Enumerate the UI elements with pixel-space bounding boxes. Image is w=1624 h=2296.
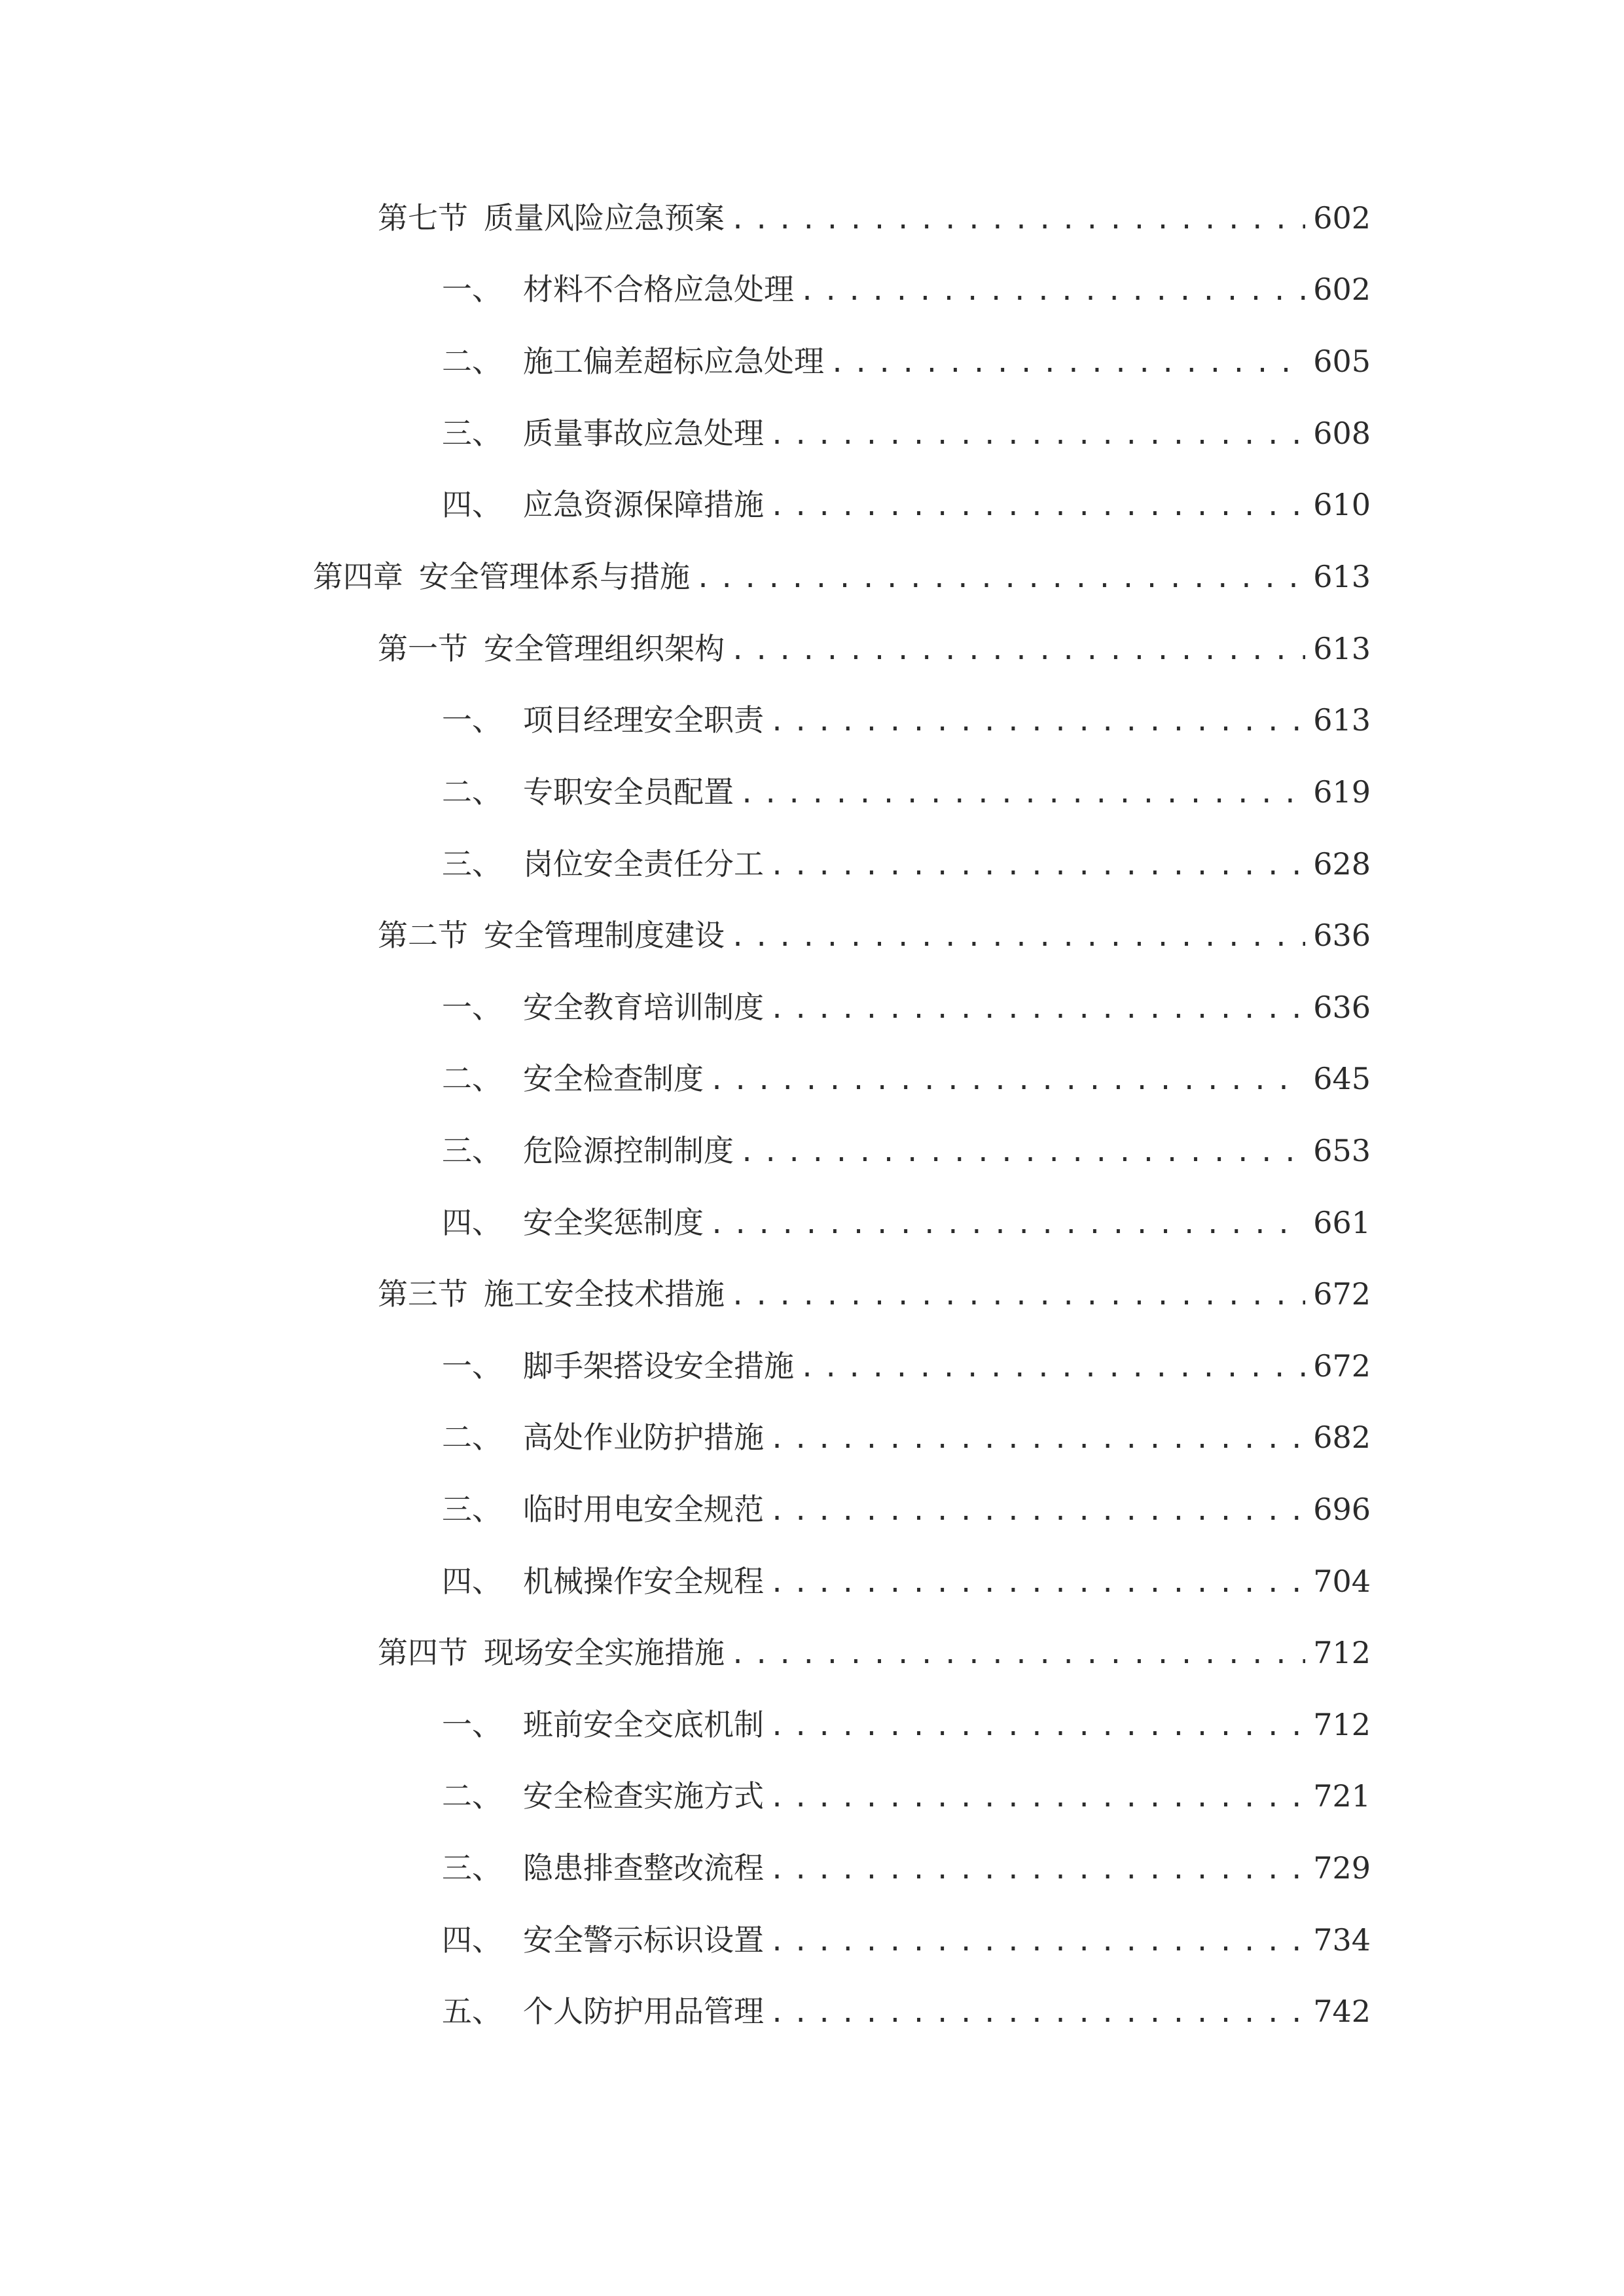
toc-dot-leader [769, 1914, 1305, 1966]
toc-entry-title: 安全奖惩制度 [523, 1205, 704, 1240]
toc-entry-number: 五、 [442, 1994, 502, 2029]
toc-dot-leader [695, 550, 1305, 603]
toc-entry-title: 临时用电安全规范 [523, 1492, 764, 1527]
toc-entry-title: 个人防护用品管理 [523, 1994, 764, 2029]
toc-entry-number: 三、 [442, 1850, 502, 1886]
toc-entry-number: 第二节 [378, 918, 468, 953]
toc-page-number: 696 [1313, 1492, 1371, 1527]
toc-entry-item[interactable] [442, 981, 1371, 1033]
toc-page-number: 672 [1313, 1348, 1371, 1384]
toc-entry-title: 安全教育培训制度 [523, 990, 764, 1025]
toc-entry-item[interactable] [442, 1842, 1371, 1894]
toc-entry-item[interactable] [442, 694, 1371, 746]
toc-page-number: 734 [1313, 1922, 1371, 1958]
toc-entry-item[interactable] [442, 335, 1371, 387]
toc-page-number: 613 [1313, 702, 1371, 738]
toc-entry-number: 四、 [442, 1205, 502, 1240]
toc-entry-title: 机械操作安全规程 [523, 1564, 764, 1599]
toc-page-number: 636 [1313, 918, 1371, 953]
toc-entry-title: 安全管理制度建设 [484, 918, 725, 953]
toc-page-number: 619 [1313, 774, 1371, 810]
toc-page-number: 602 [1313, 272, 1371, 307]
toc-entry-item[interactable] [442, 1196, 1371, 1249]
toc-dot-leader [829, 335, 1305, 387]
toc-entry-number: 三、 [442, 846, 502, 882]
toc-entry-title: 施工偏差超标应急处理 [523, 344, 824, 379]
toc-entry-item[interactable] [442, 1411, 1371, 1463]
toc-entry-section[interactable] [378, 1626, 1371, 1679]
toc-dot-leader [730, 192, 1305, 244]
toc-entry-number: 二、 [442, 1061, 502, 1096]
toc-entry-number: 四、 [442, 1564, 502, 1599]
toc-page-number: 729 [1313, 1850, 1371, 1886]
toc-dot-leader [769, 1555, 1305, 1607]
toc-entry-number: 三、 [442, 416, 502, 451]
toc-entry-number: 第一节 [378, 631, 468, 666]
toc-entry-number: 第七节 [378, 200, 468, 236]
toc-page-number: 636 [1313, 990, 1371, 1025]
toc-entry-title: 安全管理组织架构 [484, 631, 725, 666]
toc-entry-item[interactable] [442, 838, 1371, 890]
toc-entry-number: 四、 [442, 487, 502, 522]
toc-page-number: 704 [1313, 1564, 1371, 1599]
toc-dot-leader [739, 766, 1305, 818]
toc-entry-item[interactable] [442, 1124, 1371, 1177]
toc-entry-title: 现场安全实施措施 [484, 1635, 725, 1670]
toc-dot-leader [799, 1340, 1305, 1392]
toc-entry-number: 二、 [442, 1420, 502, 1455]
toc-page-number: 661 [1313, 1205, 1371, 1240]
toc-dot-leader [769, 407, 1305, 459]
toc-entry-number: 一、 [442, 702, 502, 738]
toc-page-number: 628 [1313, 846, 1371, 882]
toc-page-number: 608 [1313, 416, 1371, 451]
toc-entry-item[interactable] [442, 1052, 1371, 1105]
toc-entry-number: 二、 [442, 774, 502, 810]
toc-dot-leader [769, 1411, 1305, 1463]
toc-entry-item[interactable] [442, 1483, 1371, 1535]
toc-entry-section[interactable] [378, 192, 1371, 244]
toc-dot-leader [709, 1052, 1305, 1105]
toc-entry-title: 班前安全交底机制 [523, 1707, 764, 1742]
toc-entry-title: 安全管理体系与措施 [419, 559, 690, 594]
toc-entry-title: 岗位安全责任分工 [523, 846, 764, 882]
toc-entry-number: 二、 [442, 344, 502, 379]
toc-page-number: 645 [1313, 1061, 1371, 1096]
toc-page-number: 742 [1313, 1994, 1371, 2029]
toc-entry-item[interactable] [442, 1985, 1371, 2037]
toc-entry-item[interactable] [442, 766, 1371, 818]
toc-dot-leader [730, 1626, 1305, 1679]
toc-dot-leader [730, 622, 1305, 675]
toc-entry-title: 高处作业防护措施 [523, 1420, 764, 1455]
toc-entry-number: 三、 [442, 1492, 502, 1527]
toc-page-number: 605 [1313, 344, 1371, 379]
toc-entry-number: 二、 [442, 1778, 502, 1814]
toc-dot-leader [769, 1698, 1305, 1751]
toc-entry-item[interactable] [442, 1340, 1371, 1392]
toc-page-number: 712 [1313, 1635, 1371, 1670]
toc-entry-item[interactable] [442, 1914, 1371, 1966]
toc-entry-item[interactable] [442, 1698, 1371, 1751]
toc-entry-title: 专职安全员配置 [523, 774, 734, 810]
toc-entry-number: 一、 [442, 990, 502, 1025]
toc-entry-section[interactable] [378, 1268, 1371, 1320]
toc-entry-item[interactable] [442, 1555, 1371, 1607]
toc-entry-item[interactable] [442, 407, 1371, 459]
toc-dot-leader [769, 1770, 1305, 1822]
toc-page-number: 653 [1313, 1133, 1371, 1168]
toc-entry-title: 质量事故应急处理 [523, 416, 764, 451]
toc-dot-leader [730, 1268, 1305, 1320]
toc-entry-title: 安全检查实施方式 [523, 1778, 764, 1814]
toc-entry-item[interactable] [442, 263, 1371, 315]
toc-entry-number: 第四章 [313, 559, 403, 594]
toc-entry-number: 三、 [442, 1133, 502, 1168]
toc-entry-title: 安全警示标识设置 [523, 1922, 764, 1958]
toc-page-number: 602 [1313, 200, 1371, 236]
toc-dot-leader [769, 838, 1305, 890]
toc-dot-leader [769, 1483, 1305, 1535]
toc-dot-leader [769, 981, 1305, 1033]
toc-entry-title: 危险源控制制度 [523, 1133, 734, 1168]
toc-entry-item[interactable] [442, 478, 1371, 531]
toc-entry-title: 应急资源保障措施 [523, 487, 764, 522]
toc-page-number: 672 [1313, 1276, 1371, 1312]
toc-dot-leader [769, 478, 1305, 531]
toc-page-number: 721 [1313, 1778, 1371, 1814]
toc-entry-title: 脚手架搭设安全措施 [523, 1348, 794, 1384]
toc-entry-number: 一、 [442, 1348, 502, 1384]
toc-entry-item[interactable] [442, 1770, 1371, 1822]
toc-page-number: 682 [1313, 1420, 1371, 1455]
toc-entry-section[interactable] [378, 909, 1371, 961]
toc-dot-leader [709, 1196, 1305, 1249]
toc-entry-number: 第四节 [378, 1635, 468, 1670]
toc-entry-number: 一、 [442, 272, 502, 307]
toc-entry-title: 质量风险应急预案 [484, 200, 725, 236]
toc-entry-title: 材料不合格应急处理 [523, 272, 794, 307]
toc-dot-leader [769, 694, 1305, 746]
toc-dot-leader [739, 1124, 1305, 1177]
toc-entry-section[interactable] [378, 622, 1371, 675]
toc-page-number: 610 [1313, 487, 1371, 522]
toc-entry-title: 隐患排查整改流程 [523, 1850, 764, 1886]
toc-dot-leader [769, 1842, 1305, 1894]
toc-dot-leader [799, 263, 1305, 315]
toc-page-number: 613 [1313, 559, 1371, 594]
toc-entry-number: 第三节 [378, 1276, 468, 1312]
toc-dot-leader [769, 1985, 1305, 2037]
toc-entry-title: 项目经理安全职责 [523, 702, 764, 738]
toc-entry-chapter[interactable] [313, 550, 1371, 603]
toc-page-number: 613 [1313, 631, 1371, 666]
toc-entry-number: 一、 [442, 1707, 502, 1742]
toc-dot-leader [730, 909, 1305, 961]
toc-entry-title: 安全检查制度 [523, 1061, 704, 1096]
toc-entry-title: 施工安全技术措施 [484, 1276, 725, 1312]
toc-entry-number: 四、 [442, 1922, 502, 1958]
toc-page-number: 712 [1313, 1707, 1371, 1742]
